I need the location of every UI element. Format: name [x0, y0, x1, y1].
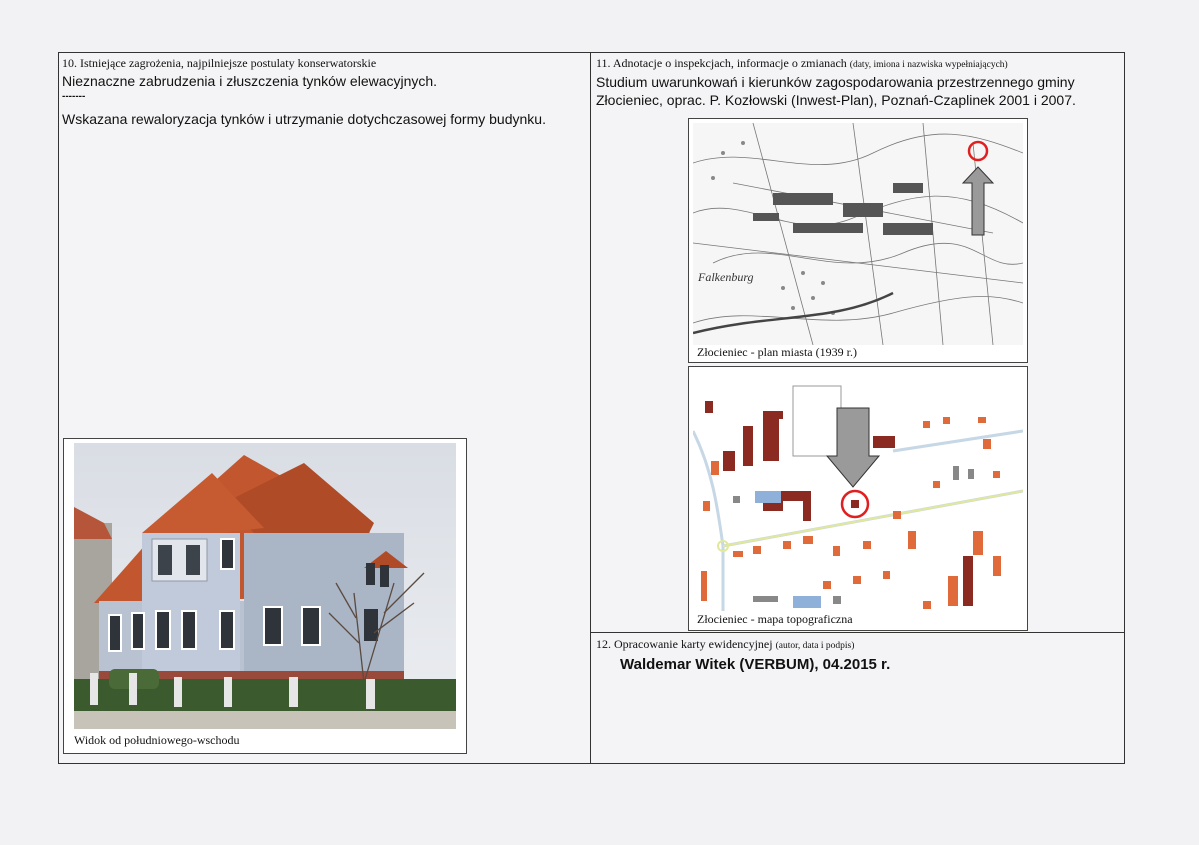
section12-heading-note: (autor, data i podpis): [775, 641, 855, 651]
town-plan-image: [693, 123, 1023, 345]
town-plan-map: [688, 118, 1028, 363]
section10-separator: -------: [62, 91, 86, 102]
topographic-map-caption: Złocieniec - mapa topograficzna: [697, 612, 853, 626]
column-divider: [590, 52, 591, 764]
section11-text-line1: Studium uwarunkowań i kierunków zagospodarowania przestrzennego gminy: [596, 74, 1075, 90]
section10-text1: Nieznaczne zabrudzenia i złuszczenia tynków elewacyjnych.: [62, 73, 438, 89]
author-signature: Waldemar Witek (VERBUM), 04.2015 r.: [620, 656, 891, 673]
section11-heading: [596, 56, 1008, 72]
section10-heading: 10. Istniejące zagrożenia, najpilniejsze postulaty konserwatorskie: [62, 56, 377, 70]
section12-divider: [590, 632, 1125, 633]
topographic-map-image: [693, 371, 1023, 611]
section10-text2: Wskazana rewaloryzacja tynków i utrzymanie dotychczasowej formy budynku.: [62, 111, 546, 127]
building-photo-image: [74, 443, 456, 729]
section11-heading-note: (daty, imiona i nazwiska wypełniających): [849, 60, 1008, 70]
map-label-falkenburg: Falkenburg: [698, 270, 754, 284]
building-photo: [63, 438, 467, 754]
section11-text-line2: Złocieniec, oprac. P. Kozłowski (Inwest-Plan), Poznań-Czaplinek 2001 i 2007.: [596, 92, 1076, 108]
town-plan-caption: Złocieniec - plan miasta (1939 r.): [697, 345, 857, 359]
section11-heading-title: 11. Adnotacje o inspekcjach, informacje o zmianach: [596, 56, 847, 70]
section12-heading: [596, 637, 854, 653]
photo-caption: Widok od południowego-wschodu: [74, 733, 240, 747]
section12-heading-title: 12. Opracowanie karty ewidencyjnej: [596, 637, 773, 651]
topographic-map: [688, 366, 1028, 631]
